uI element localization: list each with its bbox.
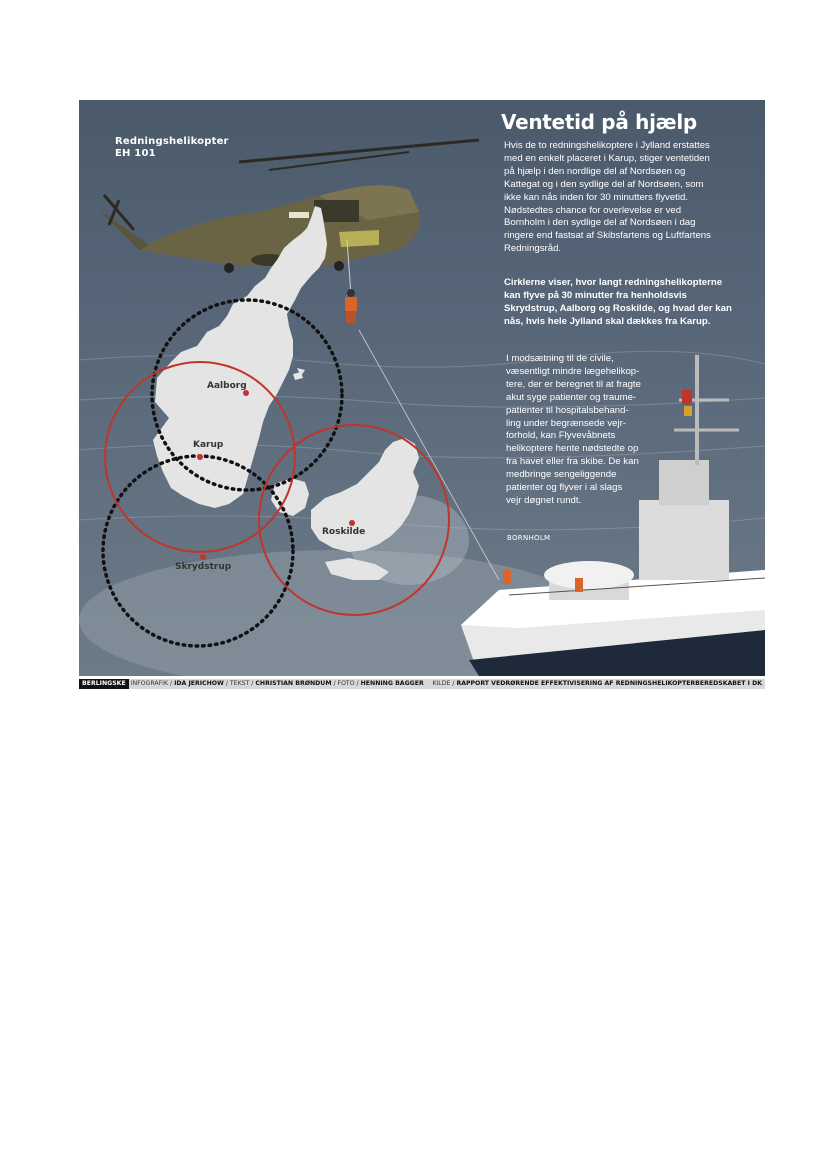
credits-right (432, 679, 762, 689)
credits-bar (79, 679, 765, 689)
city-label-karup: Karup (193, 440, 224, 450)
paragraph-2: Cirklerne viser, hvor langt redningshelikopterne kan flyve på 30 minutter fra henholdsvis Skrydstrup, Aalborg og Roskilde, og hvad der kan nås, hvis hele Jylland skal dækkes fra Karup. (504, 277, 732, 327)
bornholm-label: BORNHOLM (507, 534, 551, 542)
helicopter-label-line2: EH 101 (115, 148, 156, 159)
infografik-label: INFOGRAFIK / (130, 680, 173, 687)
roskilde-dot (349, 520, 355, 526)
infografik-name: IDA JERICHOW (174, 680, 224, 687)
paragraph-3: I modsætning til de civile, væsentligt mindre lægehelikop- tere, der er beregnet til at fragte akut syge patienter og traume- patienter til hospitalsbehand- ling under begrænsede vejr- forhold, kan Flyvevåbnets helikoptere hente nødstedte op fra havet eller fra skibe. De kan medbringe sengeliggende patienter og flyver i al slags vejr døgnet rundt. (506, 353, 641, 506)
tekst-label: / TEKST / (225, 680, 254, 687)
helicopter-label (115, 136, 229, 160)
city-label-aalborg: Aalborg (207, 381, 247, 391)
tekst-name: CHRISTIAN BRØNDUM (255, 680, 332, 687)
foto-name: HENNING BAGGER (360, 680, 424, 687)
credits-left (79, 679, 424, 689)
kilde-text: RAPPORT VEDRØRENDE EFFEKTIVISERING AF REDNINGSHELIKOPTERBEREDSKABET I DK (456, 680, 762, 687)
denmark-map (153, 206, 419, 580)
kilde-label: KILDE / (432, 680, 455, 687)
infographic-panel (79, 100, 765, 676)
rescuer-figure (345, 289, 357, 323)
paragraph-1: Hvis de to redningshelikoptere i Jylland erstattes med en enkelt placeret i Karup, stiger ventetiden på hjælp i den nordlige del af Nordsøen og Kattegat og i den sydlige del af Nordsøen, som ikke kan nås inden for 30 minutters flyvetid. Nødstedtes chance for overlevelse er ved Bornholm i den sydlige del af Nordsøen i dag ringere end fastsat af Skibsfartens og Luftfartens Redningsråd. (504, 140, 711, 255)
brand-label: BERLINGSKE (79, 679, 129, 689)
helicopter-label-line1: Redningshelikopter (115, 136, 229, 147)
city-label-roskilde: Roskilde (322, 527, 366, 537)
skrydstrup-dot (200, 554, 206, 560)
foto-label: / FOTO / (333, 680, 359, 687)
headline: Ventetid på hjælp (501, 110, 697, 134)
city-label-skrydstrup: Skrydstrup (175, 562, 232, 572)
karup-dot (197, 454, 203, 460)
